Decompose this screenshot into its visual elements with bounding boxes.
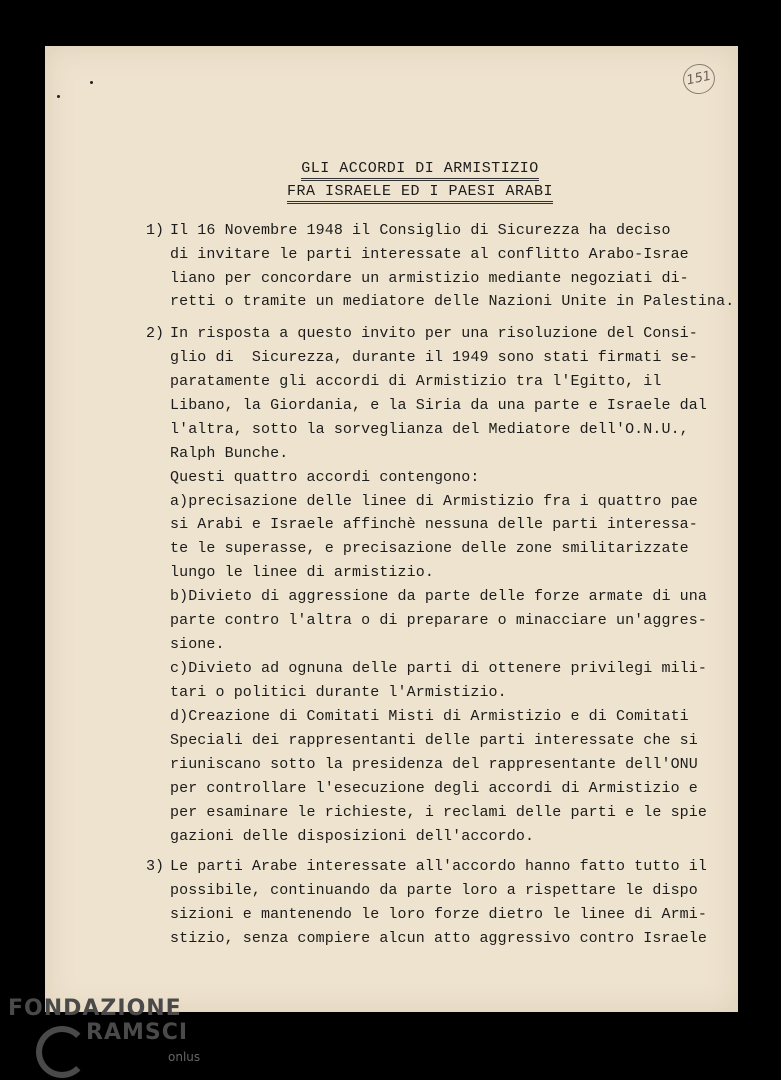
- text-line: retti o tramite un mediatore delle Nazioni Unite in Palestina.: [170, 293, 735, 310]
- text-line: per controllare l'esecuzione degli accordi di Armistizio e: [170, 780, 698, 797]
- text-line: b)Divieto di aggressione da parte delle forze armate di una: [170, 588, 707, 605]
- watermark-g-icon: [36, 1026, 88, 1078]
- text-line: glio di Sicurezza, durante il 1949 sono stati firmati se-: [170, 349, 698, 366]
- text-line: Libano, la Giordania, e la Siria da una parte e Israele dal: [170, 397, 707, 414]
- text-line: Le parti Arabe interessate all'accordo hanno fatto tutto il: [170, 858, 707, 875]
- section-number: 3): [146, 858, 165, 875]
- text-line: In risposta a questo invito per una risoluzione del Consi-: [170, 325, 698, 342]
- text-line: stizio, senza compiere alcun atto aggressivo contro Israele: [170, 930, 707, 947]
- text-line: d)Creazione di Comitati Misti di Armistizio e di Comitati: [170, 708, 689, 725]
- text-line: Ralph Bunche.: [170, 445, 289, 462]
- watermark-line1: FONDAZIONE: [8, 996, 182, 1021]
- section-number: 1): [146, 222, 165, 239]
- text-line: possibile, continuando da parte loro a rispettare le dispo: [170, 882, 698, 899]
- text-line: parte contro l'altra o di preparare o minacciare un'aggres-: [170, 612, 707, 629]
- section-number: 2): [146, 325, 165, 342]
- text-line: sizioni e mantenendo le loro forze dietro le linee di Armi-: [170, 906, 707, 923]
- text-line: paratamente gli accordi di Armistizio tra l'Egitto, il: [170, 373, 662, 390]
- text-line: te le superasse, e precisazione delle zone smilitarizzate: [170, 540, 689, 557]
- document-title-line2: FRA ISRAELE ED I PAESI ARABI: [160, 183, 680, 200]
- text-line: di invitare le parti interessate al conflitto Arabo-Israe: [170, 246, 689, 263]
- text-line: tari o politici durante l'Armistizio.: [170, 684, 507, 701]
- text-line: per esaminare le richieste, i reclami delle parti e le spie: [170, 804, 707, 821]
- text-line: gazioni delle disposizioni dell'accordo.: [170, 828, 535, 845]
- text-line: Speciali dei rappresentanti delle parti interessate che si: [170, 732, 698, 749]
- ink-mark: [57, 95, 60, 98]
- text-line: c)Divieto ad ognuna delle parti di ottenere privilegi mili-: [170, 660, 707, 677]
- text-line: Questi quattro accordi contengono:: [170, 469, 480, 486]
- text-line: riuniscano sotto la presidenza del rappresentante dell'ONU: [170, 756, 698, 773]
- watermark-line2: RAMSCI: [86, 1020, 189, 1045]
- text-line: Il 16 Novembre 1948 il Consiglio di Sicurezza ha deciso: [170, 222, 671, 239]
- text-line: a)precisazione delle linee di Armistizio fra i quattro pae: [170, 493, 698, 510]
- text-line: si Arabi e Israele affinchè nessuna delle parti interessa-: [170, 516, 698, 533]
- ink-mark: [90, 81, 93, 84]
- text-line: lungo le linee di armistizio.: [170, 564, 434, 581]
- watermark-logo: [8, 996, 208, 1076]
- page-number: 151: [680, 61, 718, 97]
- watermark-suffix: onlus: [168, 1050, 201, 1064]
- document-title-line1: GLI ACCORDI DI ARMISTIZIO: [160, 160, 680, 177]
- text-line: l'altra, sotto la sorveglianza del Mediatore dell'O.N.U.,: [170, 421, 689, 438]
- text-line: sione.: [170, 636, 225, 653]
- text-line: liano per concordare un armistizio mediante negoziati di-: [170, 270, 689, 287]
